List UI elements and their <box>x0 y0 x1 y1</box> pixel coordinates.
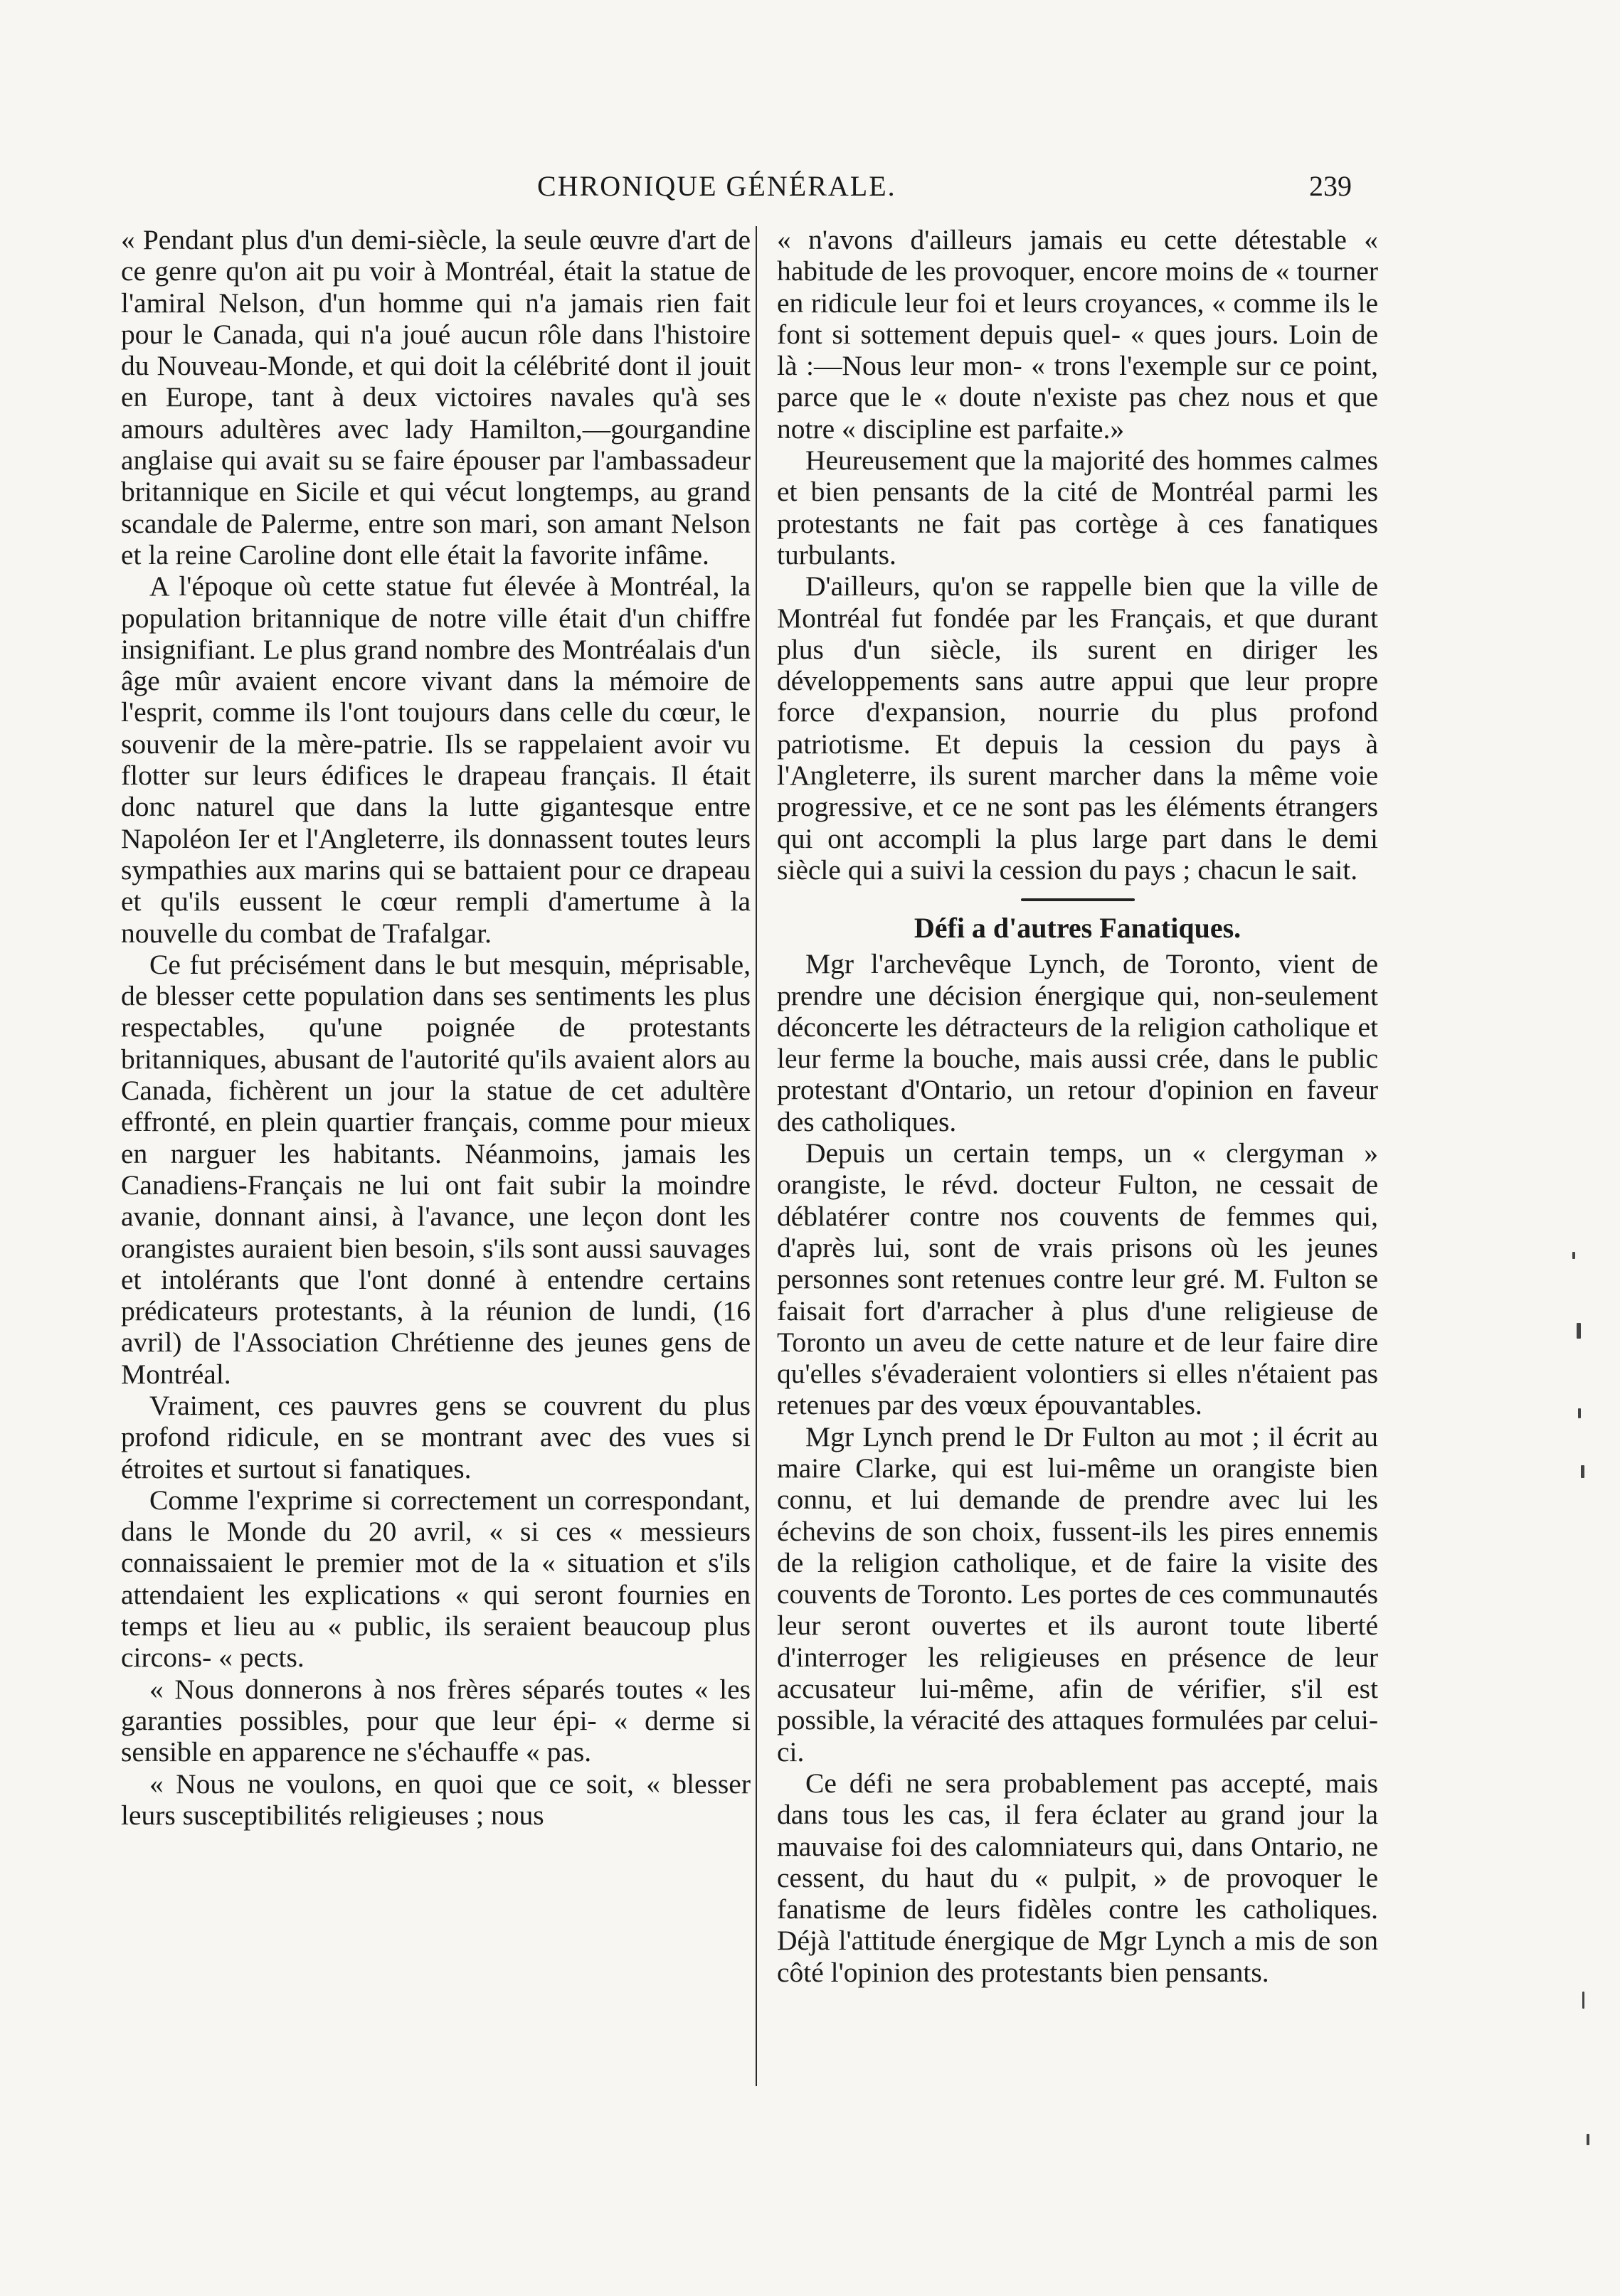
paragraph: Mgr Lynch prend le Dr Fulton au mot ; il écrit au maire Clarke, qui est lui-même un orangiste bien connu, et lui demande de prendre avec lui les échevins de son choix, fussent-ils les pires ennemis de la religion catholique, et de faire la visite des couvents de Toronto. Les portes de ces communautés leur seront ouvertes et ils auront toute liberté d'interroger les religieuses en présence de leur accusateur lui-même, afin de vérifier, s'il est possible, la véracité des attaques formulées par celui-ci. <box>777 1420 1378 1768</box>
scan-speck <box>1587 2134 1589 2145</box>
section-heading: Défi a d'autres Fanatiques. <box>914 912 1242 945</box>
scan-speck <box>1578 1408 1581 1418</box>
scan-speck <box>1582 1992 1584 2009</box>
right-column <box>777 224 1378 1988</box>
paragraph: Ce défi ne sera probablement pas accepté, mais dans tous les cas, il fera éclater au grand jour la mauvaise foi des calomniateurs qui, dans Ontario, ne cessent, du haut du « pulpit, » de provoquer le fanatisme de leurs fidèles contre les catholiques. Déjà l'attitude énergique de Mgr Lynch a mis de son côté l'opinion des protestants bien pensants. <box>777 1767 1378 1988</box>
paragraph: D'ailleurs, qu'on se rappelle bien que la ville de Montréal fut fondée par les Français, et que durant plus d'un siècle, ils surent en diriger les développements sans autre appui que leur propre force d'expansion, nourrie du plus profond patriotisme. Et depuis la cession du pays à l'Angleterre, ils surent marcher dans la même voie progressive, et ce ne sont pas les éléments étrangers qui ont accompli la plus large part dans le demi siècle qui a suivi la cession du pays ; chacun le sait. <box>777 570 1378 886</box>
page-header <box>135 169 1352 219</box>
paragraph: Ce fut précisément dans le but mesquin, méprisable, de blesser cette population dans ses sentiments les plus respectables, qu'une poignée de protestants britanniques, abusant de l'autorité qu'ils avaient alors au Canada, fichèrent un jour la statue de cet adultère effronté, en plein quartier français, comme pour mieux en narguer les habitants. Néanmoins, jamais les Canadiens-Français ne lui ont fait subir la moindre avanie, donnant ainsi, à l'avance, une leçon dont les orangistes auraient bien besoin, s'ils sont aussi sauvages et intolérants que l'ont donné à entendre certains prédicateurs protestants, à la réunion de lundi, (16 avril) de l'Association Chrétienne des jeunes gens de Montréal. <box>121 948 751 1390</box>
paragraph: Mgr l'archevêque Lynch, de Toronto, vient de prendre une décision énergique qui, non-seulement déconcerte les détracteurs de la religion catholique et leur ferme la bouche, mais aussi crée, dans le public protestant d'Ontario, un retour d'opinion en faveur des catholiques. <box>777 948 1378 1137</box>
paragraph: A l'époque où cette statue fut élevée à Montréal, la population britannique de notre ville était d'un chiffre insignifiant. Le plus grand nombre des Montréalais d'un âge mûr avaient encore vivant dans la mémoire de l'esprit, comme ils l'ont toujours dans celle du cœur, le souvenir de la mère-patrie. Ils se rappelaient avoir vu flotter sur leurs édifices le drapeau français. Il était donc naturel que dans la lutte gigantesque entre Napoléon Ier et l'Angleterre, ils donnassent toutes leurs sympathies aux marins qui se battaient pour ce drapeau et qu'ils eussent le cœur rempli d'amertume à la nouvelle du combat de Trafalgar. <box>121 570 751 949</box>
scan-speck <box>1572 1252 1575 1259</box>
column-rule <box>756 226 757 2086</box>
paragraph: « Nous donnerons à nos frères séparés toutes « les garanties possibles, pour que leur épi- « derme si sensible en apparence ne s'échauffe « pas. <box>121 1673 751 1768</box>
paragraph: « Pendant plus d'un demi-siècle, la seule œuvre d'art de ce genre qu'on ait pu voir à Montréal, était la statue de l'amiral Nelson, d'un homme qui n'a jamais rien fait pour le Canada, qui n'a joué aucun rôle dans l'histoire du Nouveau-Monde, et qui doit la célébrité dont il jouit en Europe, tant à deux victoires navales qu'à ses amours adultères avec lady Hamilton,—gourgandine anglaise qui avait su se faire épouser par l'ambassadeur britannique en Sicile et qui vécut longtemps, au grand scandale de Palerme, entre son mari, son amant Nelson et la reine Caroline dont elle était la favorite infâme. <box>121 224 751 570</box>
paragraph: Comme l'exprime si correctement un correspondant, dans le Monde du 20 avril, « si ces « messieurs connaissaient le premier mot de la « situation et s'ils attendaient les explications « qui seront fournies en temps et lieu au « public, ils seraient beaucoup plus circons- « pects. <box>121 1484 751 1674</box>
scan-speck <box>1577 1323 1581 1339</box>
scan-speck <box>1581 1465 1584 1478</box>
running-head: CHRONIQUE GÉNÉRALE. <box>537 170 896 202</box>
paragraph: « n'avons d'ailleurs jamais eu cette détestable « habitude de les provoquer, encore moins de « tourner en ridicule leur foi et leurs croyances, « comme ils le font si sottement depuis quel- « ques jours. Loin de là :—Nous leur mon- « trons l'exemple sur ce point, parce que le « doute n'existe pas chez nous et que notre « discipline est parfaite.» <box>777 224 1378 445</box>
left-column <box>121 224 751 1831</box>
paragraph: Vraiment, ces pauvres gens se couvrent du plus profond ridicule, en se montrant avec des vues si étroites et surtout si fanatiques. <box>121 1389 751 1484</box>
paragraph: « Nous ne voulons, en quoi que ce soit, « blesser leurs susceptibilités religieuses ; nous <box>121 1768 751 1831</box>
scan-specks <box>1544 1252 1594 2248</box>
paragraph: Heureusement que la majorité des hommes calmes et bien pensants de la cité de Montréal parmi les protestants ne fait pas cortège à ces fanatiques turbulants. <box>777 445 1378 570</box>
section-divider <box>1021 898 1135 901</box>
page-number: 239 <box>1309 170 1352 202</box>
paragraph: Depuis un certain temps, un « clergyman » orangiste, le révd. docteur Fulton, ne cessait de déblatérer contre nos couvents de femmes qui, d'après lui, sont de vrais prisons où les jeunes personnes sont retenues contre leur gré. M. Fulton se faisait fort d'arracher à plus d'une religieuse de Toronto un aveu de cette nature et de leur faire dire qu'elles s'évaderaient volontiers si elles n'étaient pas retenues par des vœux épouvantables. <box>777 1137 1378 1421</box>
